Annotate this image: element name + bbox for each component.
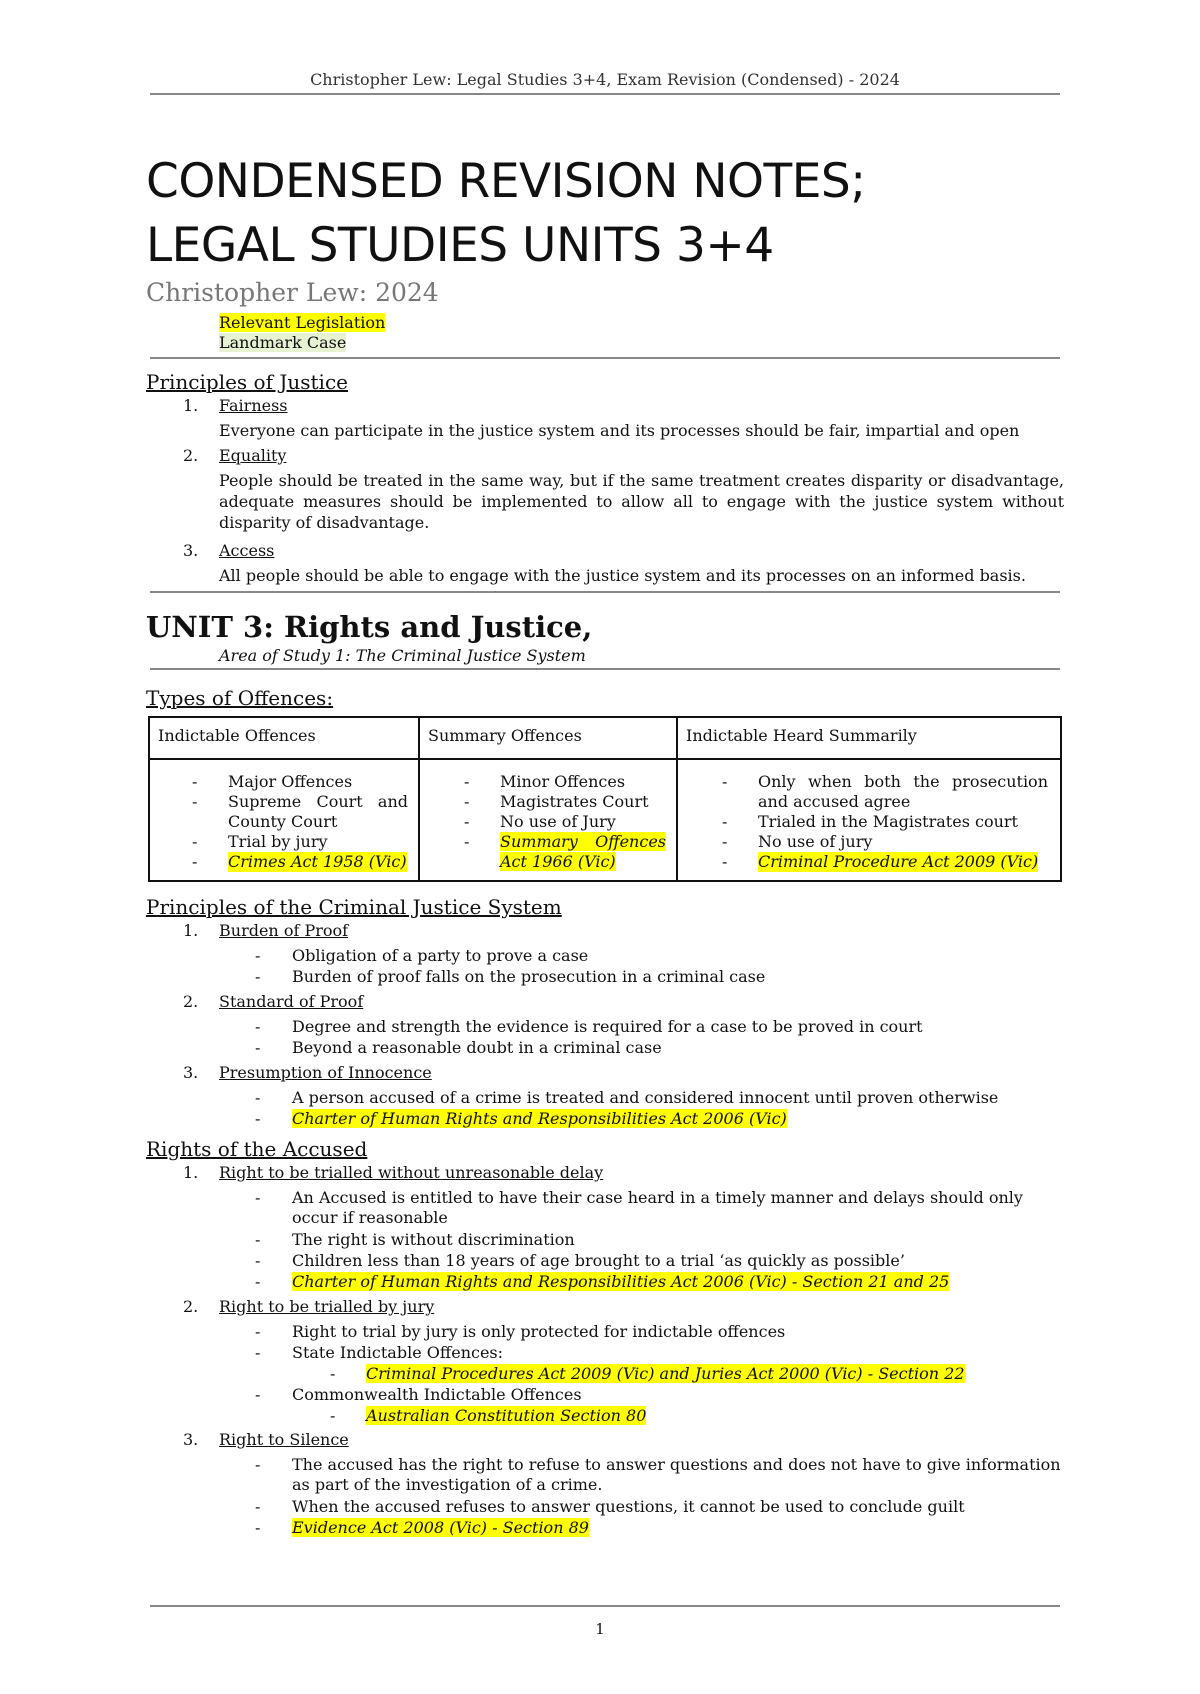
legislation-item: Charter of Human Rights and Responsibilities Act 2006 (Vic) — [292, 1109, 787, 1128]
list-item: Degree and strength the evidence is required for a case to be proved in court — [292, 1017, 923, 1036]
item-number: 3. — [183, 1430, 199, 1449]
cjs-standard-title: Standard of Proof — [219, 992, 364, 1011]
rights-delay-title: Right to be trialled without unreasonable delay — [219, 1163, 604, 1182]
table-header-indictable-summarily: Indictable Heard Summarily — [677, 717, 1061, 759]
list-item: Major Offences — [228, 772, 353, 791]
list-item: No use of Jury — [500, 812, 616, 831]
list-item: Beyond a reasonable doubt in a criminal case — [292, 1038, 662, 1057]
list-item: Children less than 18 years of age brought to a trial ‘as quickly as possible’ — [292, 1251, 905, 1270]
item-number: 2. — [183, 1297, 199, 1316]
running-header: Christopher Lew: Legal Studies 3+4, Exam Revision (Condensed) - 2024 — [310, 70, 900, 89]
document-title — [146, 150, 866, 278]
principle-title-fairness: Fairness — [219, 396, 288, 415]
rights-silence-title: Right to Silence — [219, 1430, 349, 1449]
table-cell-indictable-summarily: - Only when both the prosecution and accused agree - Trialed in the Magistrates court - No use of jury - Criminal Procedure Act 2009 (Vic) — [677, 759, 1061, 881]
list-item: Minor Offences — [500, 772, 626, 791]
item-number: 2. — [183, 992, 199, 1011]
legislation-item: Australian Constitution Section 80 — [366, 1406, 647, 1425]
offences-heading: Types of Offences: — [146, 686, 334, 710]
principle-title-access: Access — [219, 541, 275, 560]
list-item: A person accused of a crime is treated and considered innocent until proven otherwise — [292, 1088, 999, 1107]
unit-3-heading: UNIT 3: Rights and Justice, — [146, 610, 593, 644]
item-number: 1. — [183, 921, 199, 940]
table-header-indictable: Indictable Offences — [149, 717, 419, 759]
principle-number: 3. — [183, 541, 199, 560]
list-item: Trial by jury — [228, 832, 328, 851]
list-item: The accused has the right to refuse to answer questions and does not have to give information as part of the investigation of a crime. — [292, 1455, 1061, 1494]
document-subtitle: Christopher Lew: 2024 — [146, 278, 439, 307]
list-item: Obligation of a party to prove a case — [292, 946, 589, 965]
list-item: An Accused is entitled to have their case heard in a timely manner and delays should only occur if reasonable — [292, 1188, 1023, 1227]
principle-number: 1. — [183, 396, 199, 415]
legislation-item: Crimes Act 1958 (Vic) — [228, 852, 407, 871]
item-number: 3. — [183, 1063, 199, 1082]
legislation-item: Criminal Procedure Act 2009 (Vic) — [758, 852, 1039, 871]
principle-number: 2. — [183, 446, 199, 465]
list-item: Magistrates Court — [500, 792, 649, 811]
legislation-item: Charter of Human Rights and Responsibilities Act 2006 (Vic) - Section 21 and 25 — [292, 1272, 950, 1291]
table-cell-indictable: - Major Offences - Supreme Court and County Court - Trial by jury - Crimes Act 1958 (Vic) — [149, 759, 419, 881]
rights-jury-title: Right to be trialled by jury — [219, 1297, 435, 1316]
legislation-highlight-sample: Relevant Legislation — [219, 313, 386, 332]
legislation-item: Summary Offences Act 1966 (Vic) — [500, 832, 666, 871]
list-item: The right is without discrimination — [292, 1230, 575, 1249]
list-item: Commonwealth Indictable Offences — [292, 1385, 582, 1404]
legislation-item: Evidence Act 2008 (Vic) - Section 89 — [292, 1518, 589, 1537]
table-header-summary: Summary Offences — [419, 717, 677, 759]
table-cell-summary: - Minor Offences - Magistrates Court - No use of Jury - Summary Offences Act 1966 (Vic) — [419, 759, 677, 881]
cjs-burden-title: Burden of Proof — [219, 921, 349, 940]
cjs-presumption-title: Presumption of Innocence — [219, 1063, 432, 1082]
principles-heading: Principles of Justice — [146, 370, 348, 394]
key-legislation — [219, 313, 385, 333]
footer-rule — [150, 1605, 1060, 1607]
legislation-item: Criminal Procedures Act 2009 (Vic) and Juries Act 2000 (Vic) - Section 22 — [366, 1364, 965, 1383]
header-rule — [150, 93, 1060, 95]
list-item: No use of jury — [758, 832, 873, 851]
rights-heading: Rights of the Accused — [146, 1137, 368, 1161]
list-item: Burden of proof falls on the prosecution in a criminal case — [292, 967, 766, 986]
page-number: 1 — [595, 1620, 605, 1638]
principle-title-equality: Equality — [219, 446, 287, 465]
area-of-study: Area of Study 1: The Criminal Justice System — [219, 646, 586, 665]
list-item: Only when both the prosecution and accused agree — [758, 772, 1048, 811]
case-highlight-sample: Landmark Case — [219, 333, 347, 352]
document-page: Christopher Lew: Legal Studies 3+4, Exam Revision (Condensed) - 2024 CONDENSED REVISION NOTES; LEGAL STUDIES UNITS 3+4 Christopher Lew: 2024 Relevant Legislation Landmark Case Principles of Justice 1. Fairness Everyone can participate in the justice system and its processes should be fair, impartial and open 2. Equality People should be treated in the same way, but if the same treatment creates disparity or disadvantage, adequate measures should be implemented to allow all to engage with the justice system without disparity of disadvantage. 3. Access All people should be able to engage with the justice system and its processes on an informed basis. UNIT 3: Rights and Justice, Area of Study 1: The Criminal Justice System Types of Offences: Indictable Offences Summary Offences Indictable Heard Summarily - Major Offences - Supreme Court and County Court - Trial by jury - Crimes Act 1958 (Vic) - Minor Offences - Magistrates Court - No use of Jury - Summary Offences Act 1966 (Vic) - Only when both the prosecution and accused agree - Trialed in the Magistrates court - No use of jury - Criminal Procedure Act 2009 (Vic) Principles of the Criminal Justice System 1. Burden of Proof - Obligation of a party to prove a case - Burden of proof falls on the prosecution in a criminal case 2. Standard of Proof - Degree and strength the evidence is required for a case to be proved in court - Beyond a reasonable doubt in a criminal case 3. Presumption of Innocence - A person accused of a crime is treated and considered innocent until proven otherwise - Charter of Human Rights and Responsibilities Act 2006 (Vic) Rights of the Accused 1. Right to be trialled without unreasonable delay - An Accused is entitled to have their case heard in a timely manner and delays should only occur if reasonable - The right is without discrimination - Children less than 18 years of age brought to a trial ‘as quickly as possible’ - Charter of Human Rights and Responsibilities Act 2006 (Vic) - Section 21 and 25 2. Right to be trialled by jury - Right to trial by jury is only protected for indictable offences - State Indictable Offences: - Criminal Procedures Act 2009 (Vic) and Juries Act 2000 (Vic) - Section 22 - Commonwealth Indictable Offences - Australian Constitution Section 80 3. Right to Silence - The accused has the right to refuse to answer questions and does not have to give information as part of the investigation of a crime. - When the accused refuses to answer questions, it cannot be used to conclude guilt - Evidence Act 2008 (Vic) - Section 89 1 — [0, 0, 1200, 1694]
principle-text-equality: People should be treated in the same way, but if the same treatment creates disparity or disadvantage, adequate measures should be implemented to allow all to engage with the justice system without disparity of disadvantage. — [219, 471, 1064, 532]
list-item: State Indictable Offences: — [292, 1343, 504, 1362]
title-line-2: LEGAL STUDIES UNITS 3+4 — [146, 218, 774, 273]
principle-text-fairness: Everyone can participate in the justice system and its processes should be fair, impartial and open — [219, 421, 1020, 440]
section-rule — [150, 591, 1060, 593]
list-item: When the accused refuses to answer questions, it cannot be used to conclude guilt — [292, 1497, 965, 1516]
offences-table — [148, 716, 1062, 882]
list-item: Trialed in the Magistrates court — [758, 812, 1018, 831]
section-rule — [150, 357, 1060, 359]
list-item: Supreme Court and County Court — [228, 792, 408, 831]
list-item: Right to trial by jury is only protected for indictable offences — [292, 1322, 786, 1341]
section-rule — [150, 668, 1060, 670]
cjs-heading: Principles of the Criminal Justice System — [146, 895, 562, 919]
item-number: 1. — [183, 1163, 199, 1182]
key-case — [219, 333, 346, 353]
title-line-1: CONDENSED REVISION NOTES; — [146, 154, 866, 209]
principle-text-access: All people should be able to engage with the justice system and its processes on an informed basis. — [219, 566, 1026, 585]
